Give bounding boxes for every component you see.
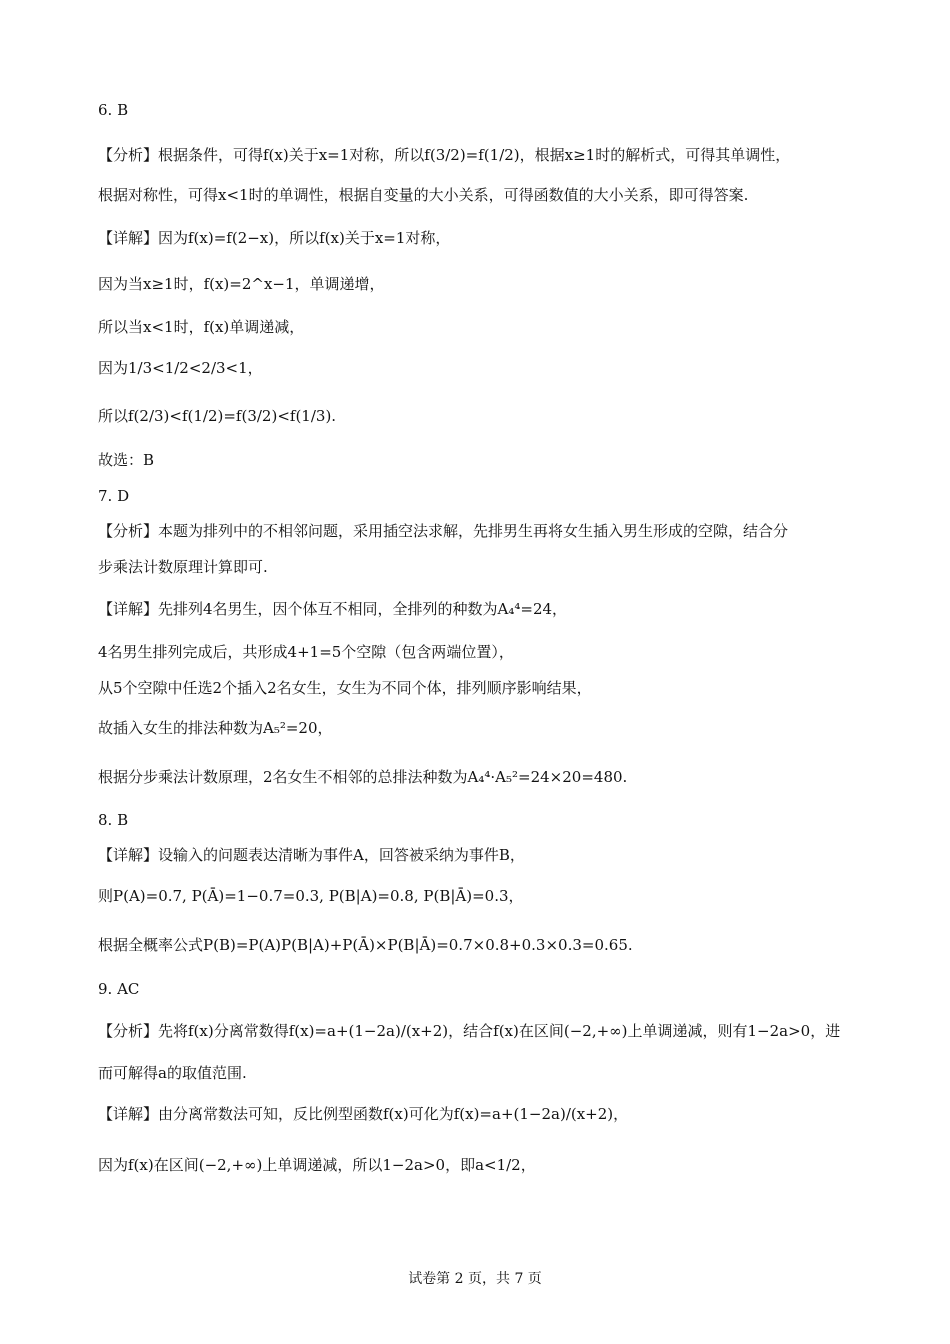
q7-analysis-line-1: 【分析】本题为排列中的不相邻问题，采用插空法求解，先排男生再将女生插入男生形成的空隙，结合分 — [98, 522, 789, 540]
q7-analysis-line-2: 步乘法计数原理计算即可. — [98, 558, 268, 576]
q6-analysis-line-1: 【分析】根据条件，可得f(x)关于x=1对称，所以f(3/2)=f(1/2)，根据x≥1时的解析式，可得其单调性， — [98, 146, 791, 164]
q9-analysis-line-1: 【分析】先将f(x)分离常数得f(x)=a+(1−2a)/(x+2)，结合f(x)在区间(−2,+∞)上单调递减，则有1−2a>0，进 — [98, 1022, 841, 1040]
q9-analysis-line-2: 而可解得a的取值范围. — [98, 1064, 247, 1082]
q7-detail-line-5: 根据分步乘法计数原理，2名女生不相邻的总排法种数为A₄⁴·A₅²=24×20=480. — [98, 768, 628, 786]
q6-analysis-line-2: 根据对称性，可得x<1时的单调性，根据自变量的大小关系，可得函数值的大小关系，即可得答案. — [98, 186, 749, 204]
q6-detail-line-2: 因为当x≥1时，f(x)=2^x−1，单调递增， — [98, 275, 385, 293]
q8-detail-line-1: 【详解】设输入的问题表达清晰为事件A，回答被采纳为事件B， — [98, 846, 525, 864]
question-8-heading: 8. B — [98, 811, 129, 829]
q7-detail-line-1: 【详解】先排列4名男生，因个体互不相同，全排列的种数为A₄⁴=24， — [98, 600, 568, 618]
page-footer: 试卷第 2 页，共 7 页 — [408, 1271, 542, 1287]
q7-detail-line-4: 故插入女生的排法种数为A₅²=20， — [98, 719, 333, 737]
q6-detail-line-1: 【详解】因为f(x)=f(2−x)，所以f(x)关于x=1对称， — [98, 229, 451, 247]
question-7-heading: 7. D — [98, 487, 130, 505]
q6-answer: 故选：B — [98, 451, 155, 469]
q7-detail-line-3: 从5个空隙中任选2个插入2名女生，女生为不同个体，排列顺序影响结果， — [98, 679, 592, 697]
q8-detail-line-3: 根据全概率公式P(B)=P(A)P(B|A)+P(Ā)×P(B|Ā)=0.7×0.8+0.3×0.3=0.65. — [98, 936, 633, 954]
q9-detail-line-2: 因为f(x)在区间(−2,+∞)上单调递减，所以1−2a>0，即a<1/2， — [98, 1156, 536, 1174]
q9-detail-line-1: 【详解】由分离常数法可知，反比例型函数f(x)可化为f(x)=a+(1−2a)/(x+2)， — [98, 1105, 629, 1123]
question-9-heading: 9. AC — [98, 980, 140, 998]
q6-detail-line-3: 所以当x<1时，f(x)单调递减， — [98, 318, 305, 336]
q7-detail-line-2: 4名男生排列完成后，共形成4+1=5个空隙（包含两端位置）， — [98, 643, 514, 661]
q6-detail-line-4: 因为1/3<1/2<2/3<1， — [98, 359, 263, 377]
q6-detail-line-5: 所以f(2/3)<f(1/2)=f(3/2)<f(1/3). — [98, 407, 337, 425]
question-6-heading: 6. B — [98, 101, 129, 119]
q8-detail-line-2: 则P(A)=0.7, P(Ā)=1−0.7=0.3, P(B|A)=0.8, P(B|Ā)=0.3， — [98, 887, 524, 905]
